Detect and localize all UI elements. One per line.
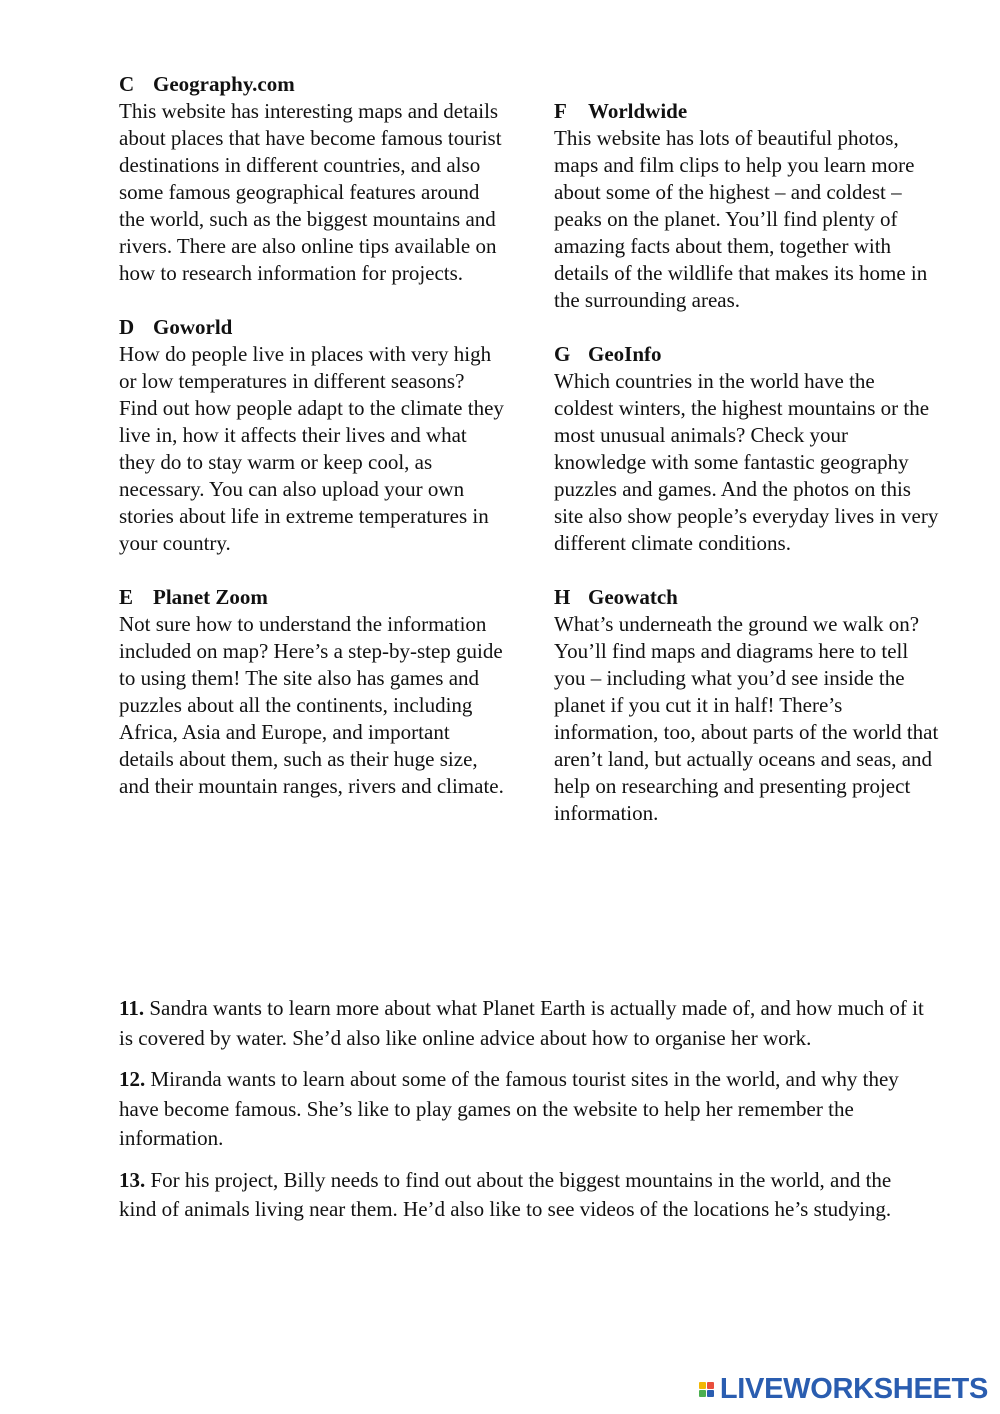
- site-heading: [554, 584, 939, 611]
- sites-left-column: [119, 71, 504, 827]
- site-entry-f: [554, 98, 939, 314]
- question-13: [119, 1166, 929, 1225]
- site-description: How do people live in places with very high or low temperatures in different seasons? Find out how people adapt to the climate they live in, how it affects their lives and what they do to stay warm or keep cool, as necessary. You can also upload your own stories about life in extreme temperatures in your country.: [119, 342, 504, 555]
- site-description: Not sure how to understand the information included on map? Here’s a step-by-step guide to using them! The site also has games and puzzles about all the continents, including Africa, Asia and Europe, and important details about them, such as their huge size, and their mountain ranges, rivers and climate.: [119, 612, 504, 798]
- question-number: 11.: [119, 996, 145, 1020]
- logo-square-blue: [707, 1390, 714, 1397]
- site-entry-g: [554, 341, 939, 557]
- site-name: Geowatch: [588, 585, 678, 609]
- site-name: Goworld: [153, 315, 233, 339]
- site-description: This website has interesting maps and details about places that have become famous tourist destinations in different countries, and also some famous geographical features around the world, such as the biggest mountains and rivers. There are also online tips available on how to research information for projects.: [119, 99, 502, 285]
- site-name: Worldwide: [588, 99, 688, 123]
- logo-square-yellow: [699, 1382, 706, 1389]
- site-name: Geography.com: [153, 72, 295, 96]
- site-description: This website has lots of beautiful photos, maps and film clips to help you learn more about some of the highest – and coldest – peaks on the planet. You’ll find plenty of amazing facts about them, together with details of the wildlife that makes its home in the surrounding areas.: [554, 126, 928, 312]
- site-entry-d: [119, 314, 504, 557]
- site-name: GeoInfo: [588, 342, 662, 366]
- site-letter: F: [554, 99, 567, 123]
- sites-right-column: [554, 98, 939, 854]
- question-11: [119, 994, 929, 1053]
- site-description: What’s underneath the ground we walk on? You’ll find maps and diagrams here to tell you – including what you’d see inside the planet if you cut it in half! There’s information, too, about parts of the world that aren’t land, but actually oceans and seas, and help on researching and presenting project information.: [554, 612, 939, 825]
- site-heading: [554, 98, 939, 125]
- question-text: Miranda wants to learn about some of the famous tourist sites in the world, and why they have become famous. She’s like to play games on the website to help her remember the information.: [119, 1067, 899, 1150]
- site-letter: D: [119, 315, 135, 339]
- question-text: Sandra wants to learn more about what Planet Earth is actually made of, and how much of it is covered by water. She’d also like online advice about how to organise her work.: [119, 996, 924, 1050]
- logo-text: LIVEWORKSHEETS: [719, 1372, 988, 1405]
- question-number: 13.: [119, 1167, 146, 1192]
- site-heading: [119, 71, 504, 98]
- site-heading: [119, 314, 504, 341]
- questions-section: [119, 994, 929, 1237]
- question-text: For his project, Billy needs to find out about the biggest mountains in the world, and the kind of animals living near them. He’d also like to see videos of the locations he’s studying.: [119, 1167, 892, 1221]
- site-entry-c: [119, 71, 504, 287]
- liveworksheets-logo: [699, 1374, 988, 1404]
- site-heading: [554, 341, 939, 368]
- site-entry-h: [554, 584, 939, 827]
- logo-mark-icon: [699, 1382, 714, 1397]
- site-letter: C: [119, 72, 135, 96]
- site-letter: H: [554, 585, 571, 609]
- site-letter: G: [554, 342, 571, 366]
- question-12: [119, 1065, 929, 1154]
- site-entry-e: [119, 584, 504, 800]
- site-description: Which countries in the world have the coldest winters, the highest mountains or the most unusual animals? Check your knowledge with some fantastic geography puzzles and games. And the photos on this site also show people’s everyday lives in very different climate conditions.: [554, 369, 939, 555]
- logo-square-red: [707, 1382, 714, 1389]
- site-heading: [119, 584, 504, 611]
- site-name: Planet Zoom: [153, 585, 268, 609]
- question-number: 12.: [119, 1067, 146, 1091]
- site-letter: E: [119, 585, 134, 609]
- logo-square-green: [699, 1390, 706, 1397]
